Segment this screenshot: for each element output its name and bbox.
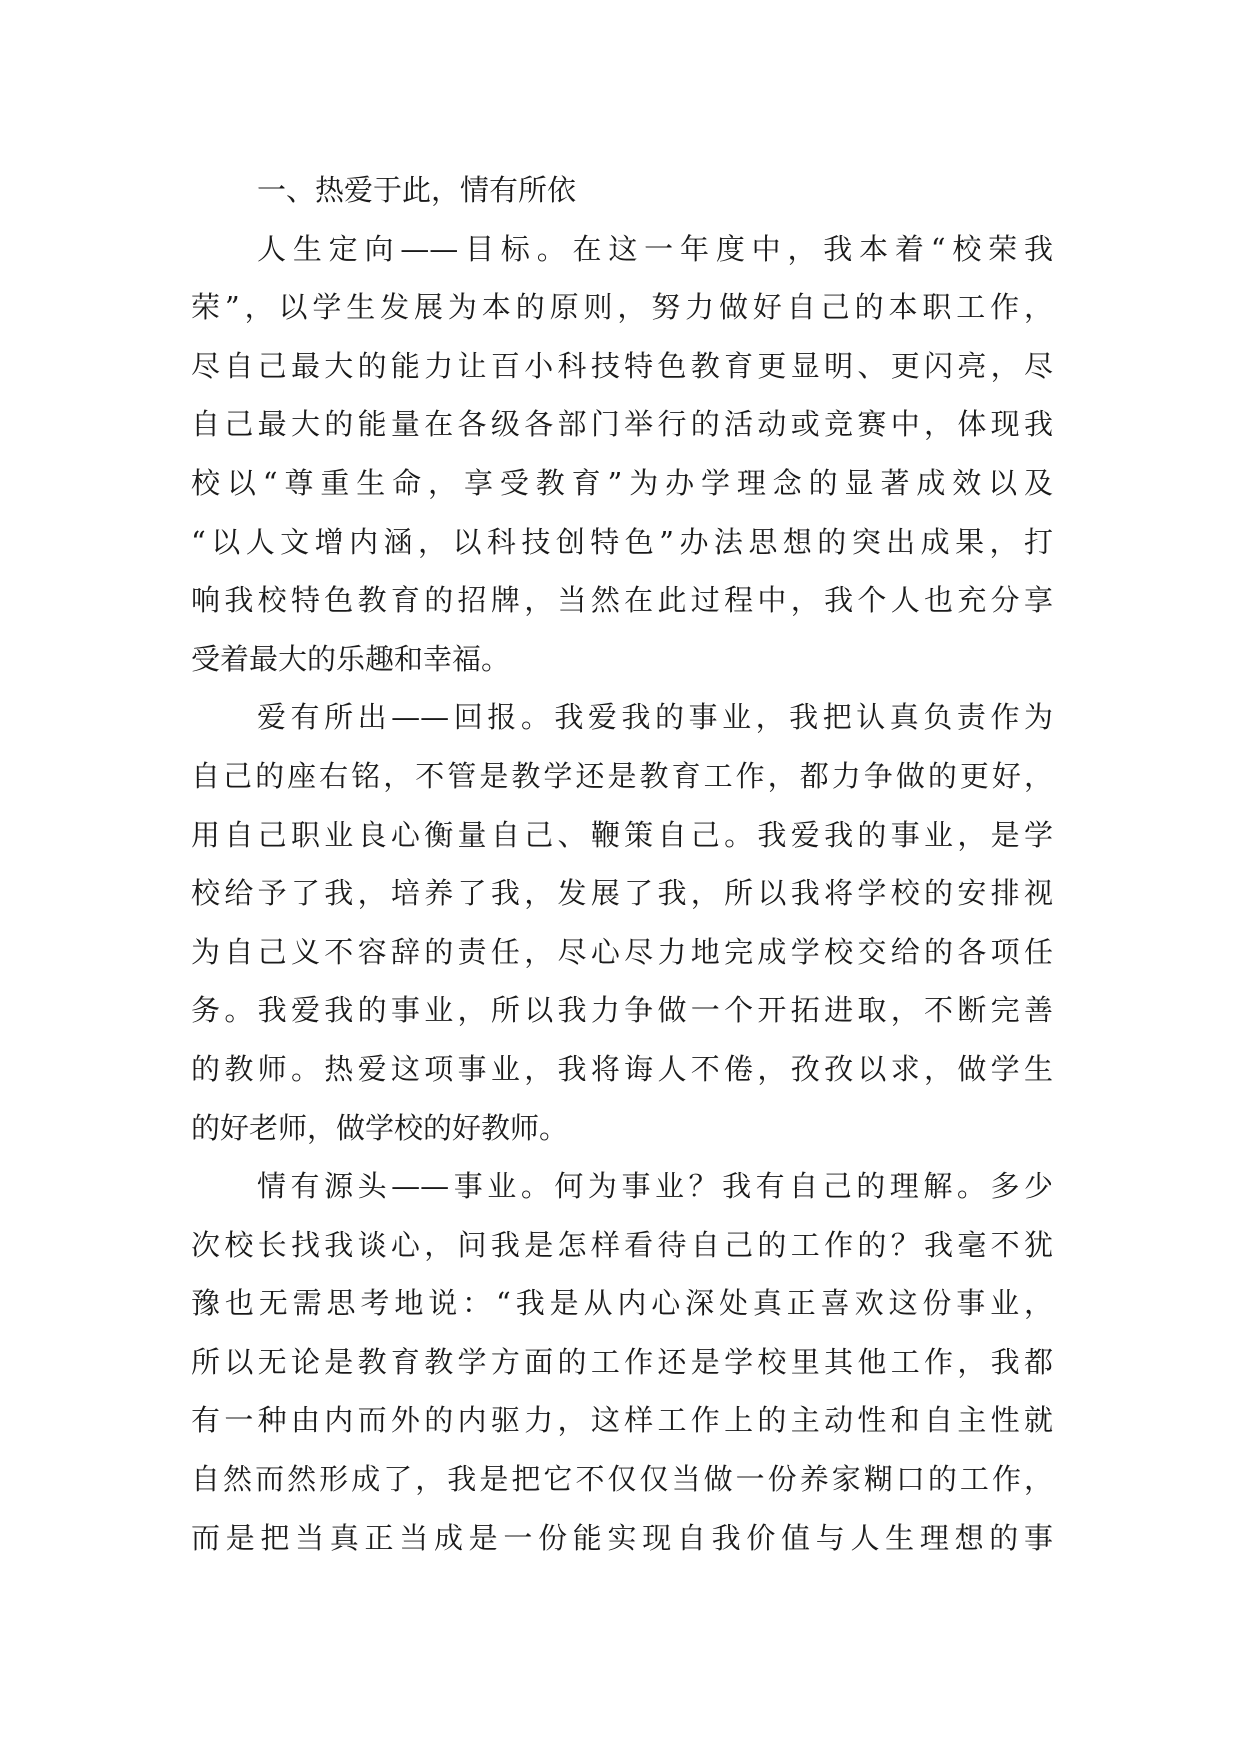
paragraph-line: 所以无论是教育教学方面的工作还是学校里其他工作，我都: [191, 1344, 1053, 1379]
paragraph-line: 校以“尊重生命，享受教育”为办学理念的显著成效以及: [191, 465, 1053, 500]
paragraph-line: 次校长找我谈心，问我是怎样看待自己的工作的？我毫不犹: [191, 1227, 1053, 1262]
paragraph-line: 为自己义不容辞的责任，尽心尽力地完成学校交给的各项任: [191, 934, 1053, 969]
paragraph-line: 豫也无需思考地说：“我是从内心深处真正喜欢这份事业，: [191, 1286, 1053, 1321]
paragraph-line: 自然而然形成了，我是把它不仅仅当做一份养家糊口的工作，: [191, 1462, 1053, 1497]
paragraph-line: 情有源头——事业。何为事业？我有自己的理解。多少: [257, 1169, 1053, 1204]
paragraph-line: 务。我爱我的事业，所以我力争做一个开拓进取，不断完善: [191, 993, 1053, 1028]
paragraph-reward: [191, 688, 1053, 1157]
paragraph-line: 的教师。热爱这项事业，我将诲人不倦，孜孜以求，做学生: [191, 1051, 1053, 1086]
paragraph-line: 人生定向——目标。在这一年度中，我本着“校荣我: [257, 231, 1053, 266]
paragraph-line: 尽自己最大的能力让百小科技特色教育更显明、更闪亮，尽: [191, 348, 1053, 383]
paragraph-line: 荣”，以学生发展为本的原则，努力做好自己的本职工作，: [191, 290, 1053, 325]
paragraph-line: 用自己职业良心衡量自己、鞭策自己。我爱我的事业，是学: [191, 817, 1053, 852]
paragraph-line: 自己最大的能量在各级各部门举行的活动或竞赛中，体现我: [191, 407, 1053, 442]
document-body: [191, 161, 1053, 1567]
paragraph-goal: [191, 220, 1053, 689]
paragraph-line: 而是把当真正当成是一份能实现自我价值与人生理想的事: [191, 1520, 1053, 1555]
paragraph-line: 响我校特色教育的招牌，当然在此过程中，我个人也充分享: [191, 583, 1053, 618]
paragraph-line: 自己的座右铭，不管是教学还是教育工作，都力争做的更好，: [191, 758, 1053, 793]
paragraph-line: 爱有所出——回报。我爱我的事业，我把认真负责作为: [257, 700, 1053, 735]
paragraph-line: 校给予了我，培养了我，发展了我，所以我将学校的安排视: [191, 876, 1053, 911]
paragraph-line: 受着最大的乐趣和幸福。: [191, 641, 511, 676]
paragraph-line: “以人文增内涵，以科技创特色”办法思想的突出成果，打: [191, 524, 1053, 559]
paragraph-line: 的好老师，做学校的好教师。: [191, 1110, 569, 1145]
paragraph-line: 有一种由内而外的内驱力，这样工作上的主动性和自主性就: [191, 1403, 1053, 1438]
section-heading: 一、热爱于此，情有所依: [257, 173, 577, 207]
paragraph-career: [191, 1157, 1053, 1567]
